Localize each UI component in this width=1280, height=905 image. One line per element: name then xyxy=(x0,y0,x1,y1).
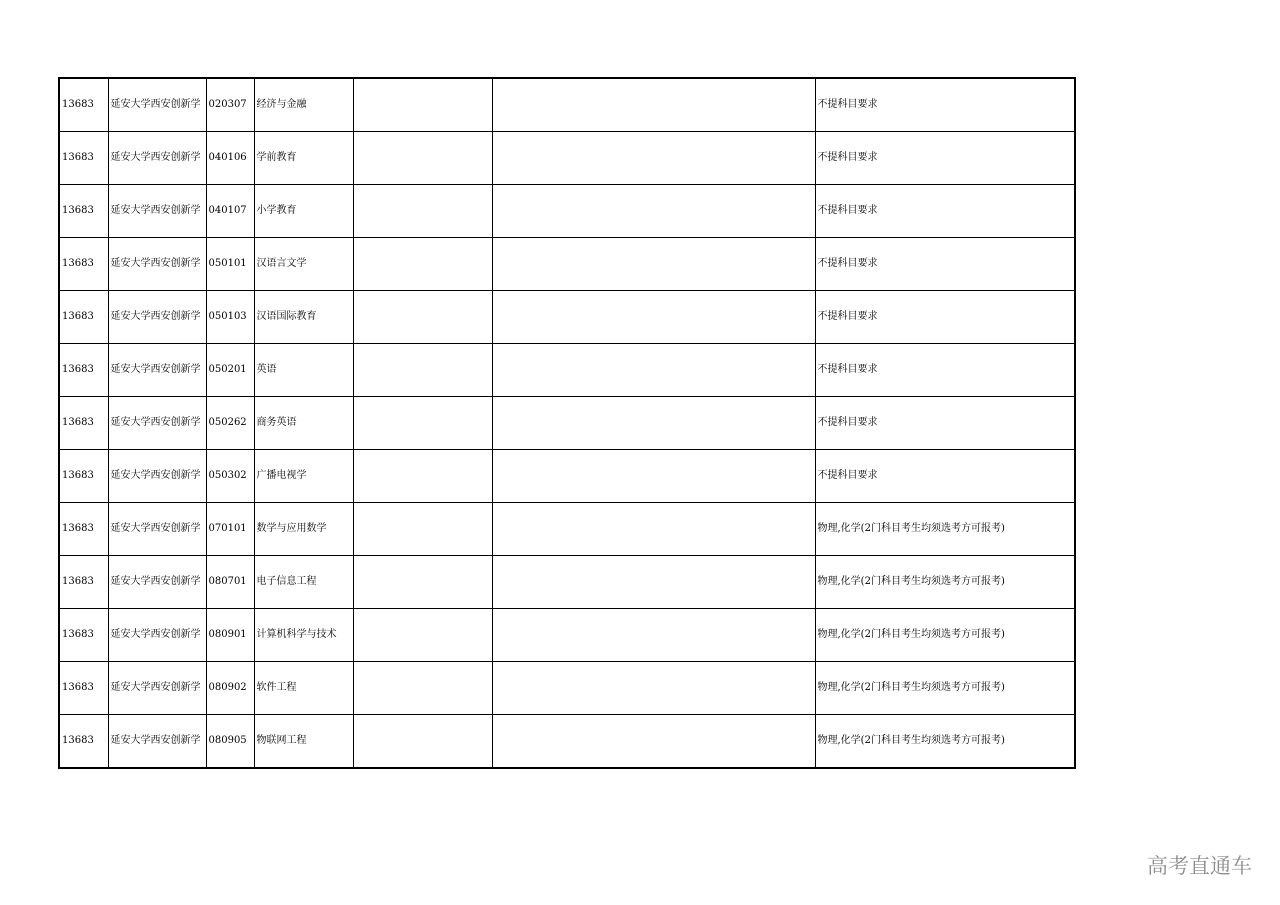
major-code-cell: 070101 xyxy=(206,503,254,556)
blank-cell xyxy=(353,662,492,715)
school-name-cell: 延安大学西安创新学 xyxy=(108,344,206,397)
school-code-cell: 13683 xyxy=(59,397,108,450)
table-body xyxy=(59,78,1075,768)
school-name-cell: 延安大学西安创新学 xyxy=(108,291,206,344)
blank-cell xyxy=(353,185,492,238)
school-name-cell: 延安大学西安创新学 xyxy=(108,132,206,185)
major-code-cell: 080902 xyxy=(206,662,254,715)
major-name-cell: 经济与金融 xyxy=(254,78,353,132)
blank-cell xyxy=(492,344,815,397)
school-name-cell: 延安大学西安创新学 xyxy=(108,397,206,450)
blank-cell xyxy=(492,397,815,450)
subject-requirement-cell: 不提科目要求 xyxy=(815,132,1075,185)
table-row xyxy=(59,609,1075,662)
school-name-cell: 延安大学西安创新学 xyxy=(108,450,206,503)
subject-requirement-cell: 不提科目要求 xyxy=(815,185,1075,238)
major-name-cell: 计算机科学与技术 xyxy=(254,609,353,662)
major-name-cell: 汉语国际教育 xyxy=(254,291,353,344)
blank-cell xyxy=(492,291,815,344)
school-code-cell: 13683 xyxy=(59,78,108,132)
blank-cell xyxy=(353,132,492,185)
table-row xyxy=(59,132,1075,185)
subject-requirement-cell: 不提科目要求 xyxy=(815,291,1075,344)
subject-requirement-cell: 物理,化学(2门科目考生均须选考方可报考) xyxy=(815,556,1075,609)
blank-cell xyxy=(492,662,815,715)
major-name-cell: 小学教育 xyxy=(254,185,353,238)
subject-requirement-cell: 不提科目要求 xyxy=(815,78,1075,132)
school-name-cell: 延安大学西安创新学 xyxy=(108,715,206,769)
subject-requirement-cell: 不提科目要求 xyxy=(815,238,1075,291)
school-code-cell: 13683 xyxy=(59,662,108,715)
table-row xyxy=(59,185,1075,238)
blank-cell xyxy=(353,503,492,556)
table-row xyxy=(59,556,1075,609)
major-code-cell: 050262 xyxy=(206,397,254,450)
blank-cell xyxy=(492,556,815,609)
blank-cell xyxy=(492,78,815,132)
school-name-cell: 延安大学西安创新学 xyxy=(108,662,206,715)
blank-cell xyxy=(492,185,815,238)
subject-requirement-cell: 物理,化学(2门科目考生均须选考方可报考) xyxy=(815,662,1075,715)
table-row xyxy=(59,662,1075,715)
subject-requirement-cell: 不提科目要求 xyxy=(815,450,1075,503)
school-code-cell: 13683 xyxy=(59,238,108,291)
major-code-cell: 080905 xyxy=(206,715,254,769)
table-row xyxy=(59,344,1075,397)
school-code-cell: 13683 xyxy=(59,132,108,185)
blank-cell xyxy=(353,609,492,662)
blank-cell xyxy=(353,238,492,291)
blank-cell xyxy=(353,344,492,397)
major-code-cell: 040107 xyxy=(206,185,254,238)
major-name-cell: 数学与应用数学 xyxy=(254,503,353,556)
major-name-cell: 商务英语 xyxy=(254,397,353,450)
table-row xyxy=(59,503,1075,556)
school-name-cell: 延安大学西安创新学 xyxy=(108,238,206,291)
blank-cell xyxy=(353,78,492,132)
table-row xyxy=(59,291,1075,344)
school-code-cell: 13683 xyxy=(59,609,108,662)
subject-requirement-cell: 不提科目要求 xyxy=(815,397,1075,450)
watermark: 高考直通车 xyxy=(1147,854,1252,878)
table-row xyxy=(59,397,1075,450)
school-code-cell: 13683 xyxy=(59,715,108,769)
school-code-cell: 13683 xyxy=(59,450,108,503)
blank-cell xyxy=(492,503,815,556)
major-code-cell: 080901 xyxy=(206,609,254,662)
school-name-cell: 延安大学西安创新学 xyxy=(108,78,206,132)
school-code-cell: 13683 xyxy=(59,185,108,238)
blank-cell xyxy=(353,291,492,344)
major-code-cell: 020307 xyxy=(206,78,254,132)
major-name-cell: 学前教育 xyxy=(254,132,353,185)
school-code-cell: 13683 xyxy=(59,344,108,397)
blank-cell xyxy=(353,450,492,503)
major-code-cell: 050101 xyxy=(206,238,254,291)
table-row xyxy=(59,78,1075,132)
blank-cell xyxy=(492,238,815,291)
subject-requirement-cell: 物理,化学(2门科目考生均须选考方可报考) xyxy=(815,503,1075,556)
table-row xyxy=(59,450,1075,503)
major-code-cell: 050103 xyxy=(206,291,254,344)
major-code-cell: 050201 xyxy=(206,344,254,397)
school-code-cell: 13683 xyxy=(59,291,108,344)
major-code-cell: 040106 xyxy=(206,132,254,185)
blank-cell xyxy=(492,715,815,769)
school-name-cell: 延安大学西安创新学 xyxy=(108,503,206,556)
major-name-cell: 广播电视学 xyxy=(254,450,353,503)
school-code-cell: 13683 xyxy=(59,503,108,556)
school-name-cell: 延安大学西安创新学 xyxy=(108,185,206,238)
table-row xyxy=(59,238,1075,291)
major-name-cell: 电子信息工程 xyxy=(254,556,353,609)
major-name-cell: 软件工程 xyxy=(254,662,353,715)
table-row xyxy=(59,715,1075,769)
blank-cell xyxy=(492,609,815,662)
subject-requirement-cell: 不提科目要求 xyxy=(815,344,1075,397)
subject-requirements-table xyxy=(58,77,1076,769)
major-code-cell: 080701 xyxy=(206,556,254,609)
subject-requirement-cell: 物理,化学(2门科目考生均须选考方可报考) xyxy=(815,609,1075,662)
subject-requirement-cell: 物理,化学(2门科目考生均须选考方可报考) xyxy=(815,715,1075,769)
school-name-cell: 延安大学西安创新学 xyxy=(108,556,206,609)
major-name-cell: 汉语言文学 xyxy=(254,238,353,291)
school-code-cell: 13683 xyxy=(59,556,108,609)
blank-cell xyxy=(353,397,492,450)
major-name-cell: 英语 xyxy=(254,344,353,397)
blank-cell xyxy=(492,450,815,503)
blank-cell xyxy=(492,132,815,185)
school-name-cell: 延安大学西安创新学 xyxy=(108,609,206,662)
blank-cell xyxy=(353,556,492,609)
major-name-cell: 物联网工程 xyxy=(254,715,353,769)
blank-cell xyxy=(353,715,492,769)
major-code-cell: 050302 xyxy=(206,450,254,503)
